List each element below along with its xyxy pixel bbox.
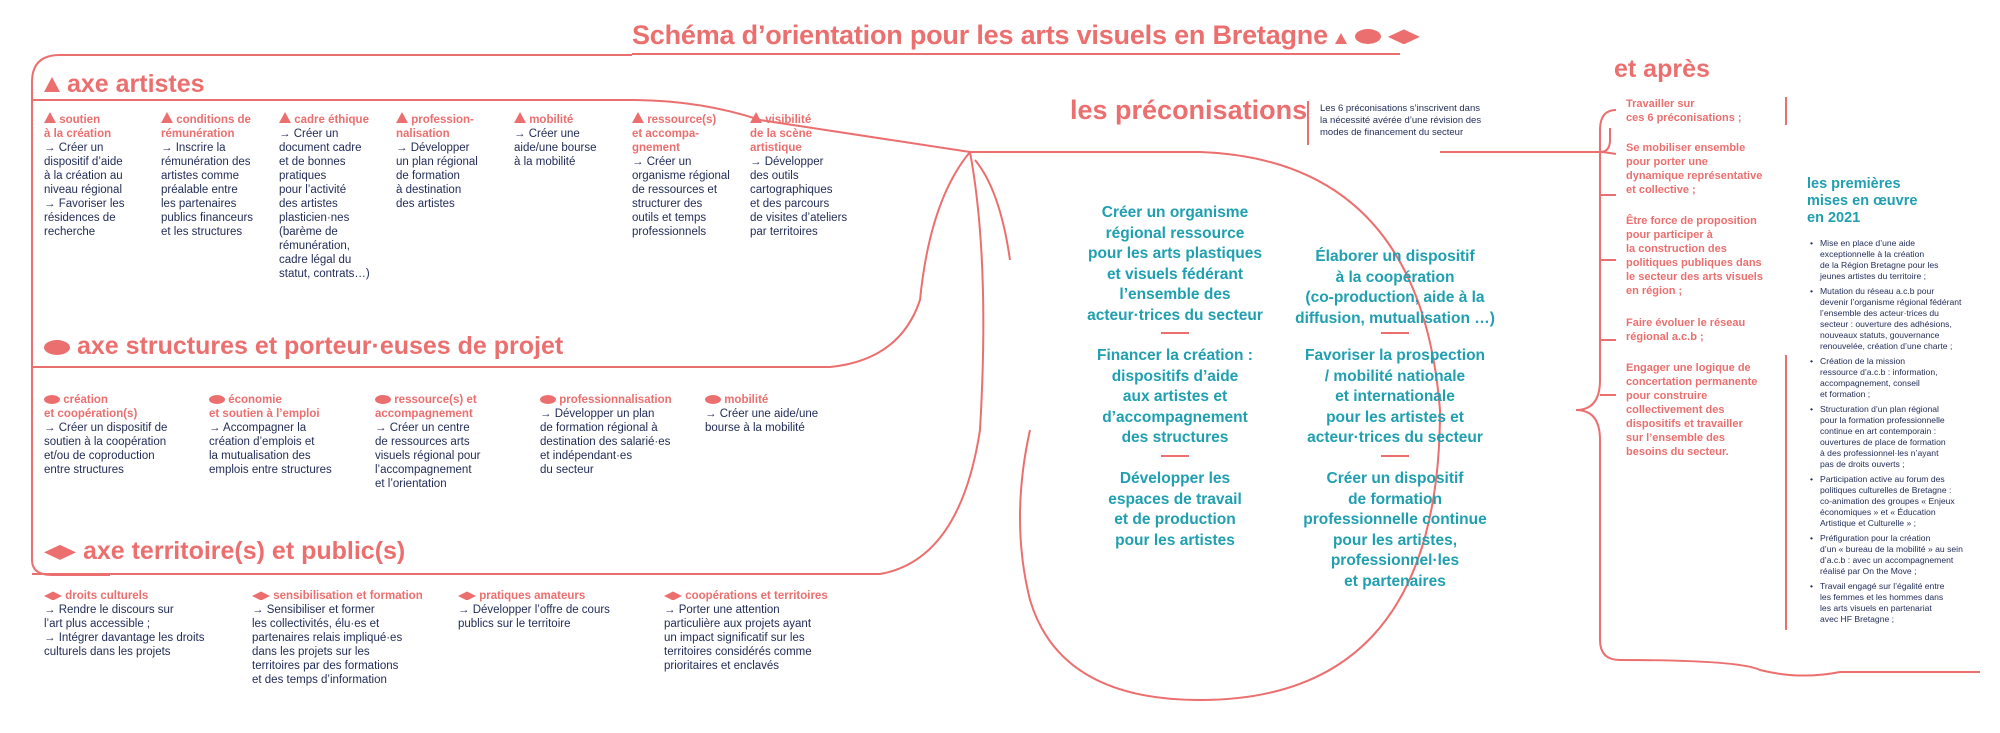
item-heading-text: mobilité <box>724 394 769 406</box>
triangle-icon <box>161 112 173 123</box>
divider-dash <box>1381 332 1409 334</box>
divider-dash <box>1381 455 1409 457</box>
diamond-icon <box>664 591 682 600</box>
item-heading-text: ressource(s) et accompa- gnement <box>632 114 717 154</box>
premieres-list <box>1810 238 1994 629</box>
triangle-icon <box>44 77 60 92</box>
item-heading-text: création et coopération(s) <box>44 394 138 420</box>
axis-title-text: axe territoire(s) et public(s) <box>82 537 406 565</box>
item-body: → Développer des outils cartographiques et des parcours de visites d’ateliers par territoires <box>750 156 848 238</box>
item-heading-text: coopérations et territoires <box>685 590 828 602</box>
item-heading <box>44 393 204 421</box>
item-body: → Rendre le discours sur l’art plus accessible ; → Intégrer davantage les droits culturels dans les projets <box>44 604 205 658</box>
territoires-item-4 <box>664 589 874 673</box>
divider-dash <box>1161 332 1189 334</box>
item-heading <box>44 112 156 141</box>
divider-dash <box>1161 455 1189 457</box>
territoires-item-3 <box>458 589 658 631</box>
title-text: Schéma d’orientation pour les arts visuels en Bretagne <box>632 20 1328 50</box>
territoires-item-2 <box>252 589 452 687</box>
item-body: → Porter une attention particulière aux projets ayant un impact significatif sur les territoires considérés comme prioritaires et enclavés <box>664 604 812 672</box>
diamond-icon <box>44 545 76 560</box>
axis-title-text: axe structures et porteur·euses de projet <box>76 332 564 360</box>
apres-item-3: Être force de proposition pour participer à la construction des politiques publiques dans le secteur des arts visuels en région ; <box>1626 215 1763 297</box>
triangle-icon <box>44 112 56 123</box>
premieres-title: les premières mises en œuvre en 2021 <box>1807 176 1918 226</box>
apres-divider <box>1785 97 1787 125</box>
item-body: → Sensibiliser et former les collectivités, élu·es et partenaires relais impliqué·es dans les projets sur les territoires par des formations et des temps d’information <box>252 604 403 686</box>
item-body: → Créer une aide/une bourse à la mobilité <box>514 128 597 168</box>
ellipse-icon <box>209 395 225 404</box>
ellipse-icon <box>44 340 70 355</box>
apres-item-1: Travailler sur ces 6 préconisations ; <box>1626 98 1742 124</box>
item-heading <box>396 112 508 141</box>
artistes-item-5 <box>514 112 626 169</box>
list-item: • Participation active au forum des politiques culturelles de Bretagne : co-animation des groupes « Enjeux économiques » et « Éducation Artistique et Culturelle » ; <box>1810 474 1994 529</box>
item-body: → Accompagner la création d’emplois et la mutualisation des emplois entre structures <box>209 422 332 476</box>
preconisation-5: Développer les espaces de travail et de production pour les artistes <box>1108 470 1242 549</box>
item-heading <box>209 393 369 421</box>
item-heading-text: économie et soutien à l’emploi <box>209 394 320 420</box>
ellipse-icon <box>375 395 391 404</box>
artistes-item-1 <box>44 112 156 239</box>
item-heading <box>705 393 865 407</box>
item-body: → Créer un document cadre et de bonnes pratiques pour l’activité des artistes plasticien·nes (barème de rémunération, cadre légal du statut, contrats…) <box>279 128 370 280</box>
preconisations-title: les préconisations <box>1070 95 1308 125</box>
list-item: • Mise en place d’une aide exceptionnelle à la création de la Région Bretagne pour les jeunes artistes du territoire ; <box>1810 238 1994 282</box>
apres-title: et après <box>1614 55 1710 83</box>
list-item: • Travail engagé sur l’égalité entre les femmes et les hommes dans les arts visuels en partenariat avec HF Bretagne ; <box>1810 581 1994 625</box>
item-body: → Développer un plan de formation régional à destination des salarié·es et indépendant·es du secteur <box>540 408 671 476</box>
item-heading <box>458 589 658 603</box>
preconisations-note: Les 6 préconisations s’inscrivent dans la nécessité avérée d’une révision des modes de financement du secteur <box>1320 103 1482 138</box>
item-heading <box>664 589 874 603</box>
apres-item-5: Engager une logique de concertation permanente pour construire collectivement des dispositifs et travailler sur l’ensemble des besoins du secteur. <box>1626 362 1758 458</box>
ellipse-icon <box>1355 29 1381 44</box>
item-body: → Créer un organisme régional de ressources et structurer des outils et temps professionnels <box>632 156 730 238</box>
item-body: → Créer une aide/une bourse à la mobilité <box>705 408 819 434</box>
item-heading-text: mobilité <box>529 114 574 126</box>
ellipse-icon <box>540 395 556 404</box>
structures-item-1 <box>44 393 204 477</box>
structures-item-4 <box>540 393 700 477</box>
diamond-icon <box>44 591 62 600</box>
ellipse-icon <box>44 395 60 404</box>
item-heading-text: ressource(s) et accompagnement <box>375 394 477 420</box>
diamond-icon <box>1388 29 1420 44</box>
triangle-icon <box>279 112 291 123</box>
item-body: → Développer un plan régional de formation à destination des artistes <box>396 142 478 210</box>
item-body: → Créer un dispositif de soutien à la coopération et/ou de coproduction entre structures <box>44 422 168 476</box>
triangle-icon <box>750 112 762 123</box>
preconisation-1: Créer un organisme régional ressource pour les arts plastiques et visuels fédérant l’ensemble des acteur·trices du secteur <box>1087 204 1263 324</box>
item-heading-text: cadre éthique <box>294 114 369 126</box>
page-title <box>632 20 1420 51</box>
preconisation-2: Élaborer un dispositif à la coopération (co-production, aide à la diffusion, mutualisation …) <box>1295 248 1495 327</box>
item-heading-text: conditions de rémunération <box>161 114 251 140</box>
item-heading-text: soutien à la création <box>44 114 112 140</box>
triangle-icon <box>1335 33 1347 44</box>
item-body: → Inscrire la rémunération des artistes comme préalable entre les partenaires publics financeurs et les structures <box>161 142 254 238</box>
diamond-icon <box>252 591 270 600</box>
artistes-item-2 <box>161 112 273 239</box>
list-item: • Création de la mission ressource d’a.c.b : information, accompagnement, conseil et formation ; <box>1810 356 1994 400</box>
axis-title-artistes <box>44 70 205 99</box>
structures-item-5 <box>705 393 865 435</box>
item-body: → Créer un centre de ressources arts visuels régional pour l’accompagnement et l’orientation <box>375 422 481 490</box>
triangle-icon <box>632 112 644 123</box>
preconisation-3: Financer la création : dispositifs d’aide aux artistes et d’accompagnement des structures <box>1097 347 1253 446</box>
structures-item-2 <box>209 393 369 477</box>
artistes-item-6 <box>632 112 748 239</box>
preconisation-6: Créer un dispositif de formation professionnelle continue pour les artistes, professionnel·les et partenaires <box>1303 470 1487 590</box>
item-heading-text: professionnalisation <box>559 394 672 406</box>
axis-title-text: axe artistes <box>66 70 205 98</box>
structures-item-3 <box>375 393 535 491</box>
list-item: • Mutation du réseau a.c.b pour devenir l’organisme régional fédérant l’ensemble des acteur·trices du secteur : ouverture des adhésions, nouveaux statuts, gouvernance renouvelée, création d’une charte ; <box>1810 286 1994 352</box>
item-heading-text: profession- nalisation <box>396 114 474 140</box>
item-heading-text: visibilité de la scène artistique <box>750 114 813 154</box>
triangle-icon <box>396 112 408 123</box>
item-heading <box>750 112 866 155</box>
item-heading <box>514 112 626 127</box>
item-heading <box>279 112 391 127</box>
triangle-icon <box>514 112 526 123</box>
artistes-item-3 <box>279 112 391 281</box>
note-divider <box>1307 101 1309 145</box>
preconisation-4: Favoriser la prospection / mobilité nationale et internationale pour les artistes et acteur·trices du secteur <box>1304 347 1486 446</box>
item-heading-text: droits culturels <box>65 590 149 602</box>
item-heading <box>375 393 535 421</box>
item-heading <box>44 589 244 603</box>
item-body: → Créer un dispositif d’aide à la création au niveau régional → Favoriser les résidences de recherche <box>44 142 125 238</box>
territoires-item-1 <box>44 589 244 659</box>
apres-item-4: Faire évoluer le réseau régional a.c.b ; <box>1626 317 1746 343</box>
list-item: • Structuration d’un plan régional pour la formation professionnelle continue en art contemporain : ouvertures de place de formation à des professionnel·les n’ayant pas de droits ouverts ; <box>1810 404 1994 470</box>
artistes-item-4 <box>396 112 508 211</box>
artistes-item-7 <box>750 112 866 239</box>
item-heading <box>540 393 700 407</box>
axis-title-structures <box>44 332 563 361</box>
item-heading-text: sensibilisation et formation <box>273 590 423 602</box>
item-heading <box>632 112 748 155</box>
ellipse-icon <box>705 395 721 404</box>
apres-item-2: Se mobiliser ensemble pour porter une dynamique représentative et collective ; <box>1626 142 1763 196</box>
list-item: • Préfiguration pour la création d’un « bureau de la mobilité » au sein d’a.c.b : avec un accompagnement réalisé par On the Move ; <box>1810 533 1994 577</box>
item-body: → Développer l’offre de cours publics sur le territoire <box>458 604 610 630</box>
item-heading <box>252 589 452 603</box>
axis-title-territoires <box>44 537 405 566</box>
premieres-divider <box>1785 355 1787 630</box>
item-heading-text: pratiques amateurs <box>479 590 586 602</box>
item-heading <box>161 112 273 141</box>
diamond-icon <box>458 591 476 600</box>
